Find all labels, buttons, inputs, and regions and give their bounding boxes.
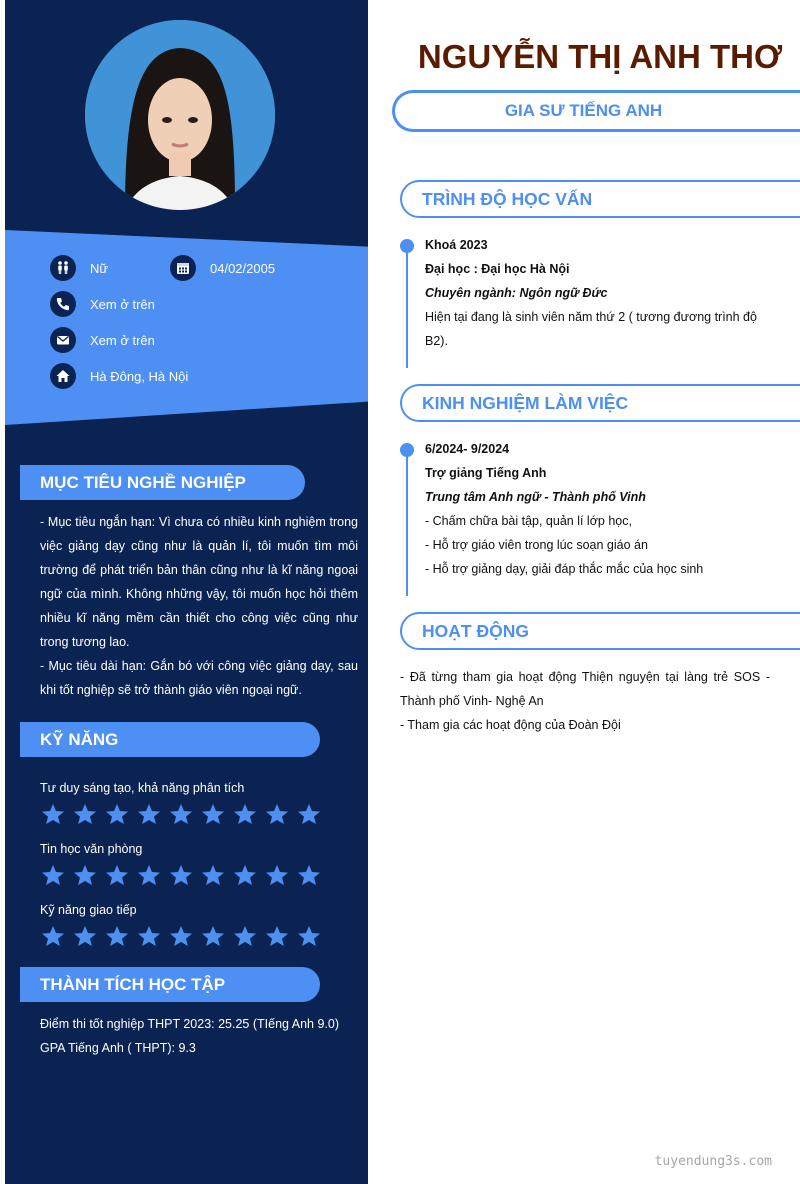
career-goal-long: - Mục tiêu dài hạn: Gắn bó với công việc giảng dạy, sau khi tốt nghiệp sẽ trở thành giáo viên ngoại ngữ. xyxy=(40,659,358,697)
phone-icon xyxy=(50,291,76,317)
address-item xyxy=(50,363,188,389)
experience-entry xyxy=(425,437,783,581)
star-icon xyxy=(232,925,258,947)
phone-value: Xem ở trên xyxy=(90,296,155,312)
star-icon xyxy=(264,803,290,825)
experience-task: - Hỗ trợ giảng dạy, giải đáp thắc mắc của học sinh xyxy=(425,562,704,576)
experience-task: - Hỗ trợ giáo viên trong lúc soạn giáo án xyxy=(425,538,648,552)
star-icon xyxy=(136,864,162,886)
star-icon xyxy=(40,925,66,947)
star-icon xyxy=(232,803,258,825)
birthday-item xyxy=(170,255,275,281)
star-icon xyxy=(40,864,66,886)
skill-rating xyxy=(40,803,358,825)
skill-rating xyxy=(40,925,358,947)
star-icon xyxy=(104,803,130,825)
star-icon xyxy=(136,803,162,825)
education-period: Khoá 2023 xyxy=(425,238,488,252)
calendar-icon xyxy=(170,255,196,281)
gender-item xyxy=(50,255,108,281)
skill-name: Kỹ năng giao tiếp xyxy=(40,903,137,917)
education-timeline-dot xyxy=(400,239,414,253)
experience-heading: KINH NGHIỆM LÀM VIỆC xyxy=(400,384,800,422)
star-icon xyxy=(200,864,226,886)
education-timeline-line xyxy=(406,246,408,368)
career-goal-short: - Mục tiêu ngắn hạn: Vì chưa có nhiều kinh nghiệm trong việc giảng dạy cũng như là quản lí, tôi muốn tìm môi trường để phát triển bản thân cũng như là kĩ năng ngoại ngữ của mình. Không những vậy, tôi muốn học hỏi thêm nhiều kĩ năng mềm cần thiết cho công việc cũng như trong tương lao. xyxy=(40,515,358,649)
skill-name: Tin học văn phòng xyxy=(40,842,143,856)
achievements-text xyxy=(40,1012,358,1060)
star-icon xyxy=(72,864,98,886)
birthday-value: 04/02/2005 xyxy=(210,260,276,276)
address-value: Hà Đông, Hà Nội xyxy=(90,368,189,384)
phone-item xyxy=(50,291,155,317)
education-description: Hiện tại đang là sinh viên năm thứ 2 ( tương đương trình độ B2). xyxy=(425,310,757,348)
portrait-photo xyxy=(85,20,275,210)
star-icon xyxy=(200,803,226,825)
skills-heading: KỸ NĂNG xyxy=(20,722,320,757)
star-icon xyxy=(232,864,258,886)
star-icon xyxy=(264,864,290,886)
career-goal-heading: MỤC TIÊU NGHỀ NGHIỆP xyxy=(20,465,305,500)
gender-icon xyxy=(50,255,76,281)
star-icon xyxy=(296,864,322,886)
education-school: Đại học : Đại học Hà Nội xyxy=(425,262,570,276)
activity-item: - Đã từng tham gia hoạt động Thiện nguyện tại làng trẻ SOS - Thành phố Vinh- Nghệ An xyxy=(400,670,770,708)
full-name: NGUYỄN THỊ ANH THƠ xyxy=(417,38,783,75)
achievement-line: Điểm thi tốt nghiệp THPT 2023: 25.25 (TIếng Anh 9.0) xyxy=(40,1017,340,1031)
achievement-line: GPA Tiếng Anh ( THPT): 9.3 xyxy=(40,1041,196,1055)
star-icon xyxy=(136,925,162,947)
experience-company: Trung tâm Anh ngữ - Thành phố Vinh xyxy=(425,490,646,504)
experience-timeline-dot xyxy=(400,443,414,457)
star-icon xyxy=(296,803,322,825)
experience-timeline-line xyxy=(406,450,408,596)
skill-name: Tư duy sáng tạo, khả năng phân tích xyxy=(40,781,245,795)
star-icon xyxy=(40,803,66,825)
sidebar xyxy=(5,0,368,1184)
skill-item xyxy=(40,781,358,825)
education-heading: TRÌNH ĐỘ HỌC VẤN xyxy=(400,180,800,218)
activity-item: - Tham gia các hoạt động của Đoàn Đội xyxy=(400,718,621,732)
skill-item xyxy=(40,903,358,947)
email-item xyxy=(50,327,155,353)
experience-period: 6/2024- 9/2024 xyxy=(425,442,510,456)
star-icon xyxy=(168,925,194,947)
experience-task: - Chấm chữa bài tập, quản lí lớp học, xyxy=(425,514,632,528)
star-icon xyxy=(104,925,130,947)
star-icon xyxy=(296,925,322,947)
star-icon xyxy=(72,803,98,825)
star-icon xyxy=(104,864,130,886)
achievements-heading: THÀNH TÍCH HỌC TẬP xyxy=(20,967,320,1002)
star-icon xyxy=(200,925,226,947)
star-icon xyxy=(264,925,290,947)
experience-role: Trợ giảng Tiếng Anh xyxy=(425,466,547,480)
star-icon xyxy=(168,803,194,825)
education-entry xyxy=(425,233,783,353)
career-goal-text xyxy=(40,510,358,702)
email-value: Xem ở trên xyxy=(90,332,155,348)
activities-heading: HOẠT ĐỘNG xyxy=(400,612,800,650)
avatar xyxy=(85,20,275,210)
watermark: tuyendung3s.com xyxy=(654,1154,772,1169)
education-major: Chuyên ngành: Ngôn ngữ Đức xyxy=(425,286,608,300)
skill-item xyxy=(40,842,358,886)
skill-rating xyxy=(40,864,358,886)
home-icon xyxy=(50,363,76,389)
gender-value: Nữ xyxy=(90,260,109,276)
star-icon xyxy=(72,925,98,947)
email-icon xyxy=(50,327,76,353)
job-title-banner: GIA SƯ TIẾNG ANH xyxy=(392,90,800,132)
star-icon xyxy=(168,864,194,886)
activities-list xyxy=(400,665,770,737)
